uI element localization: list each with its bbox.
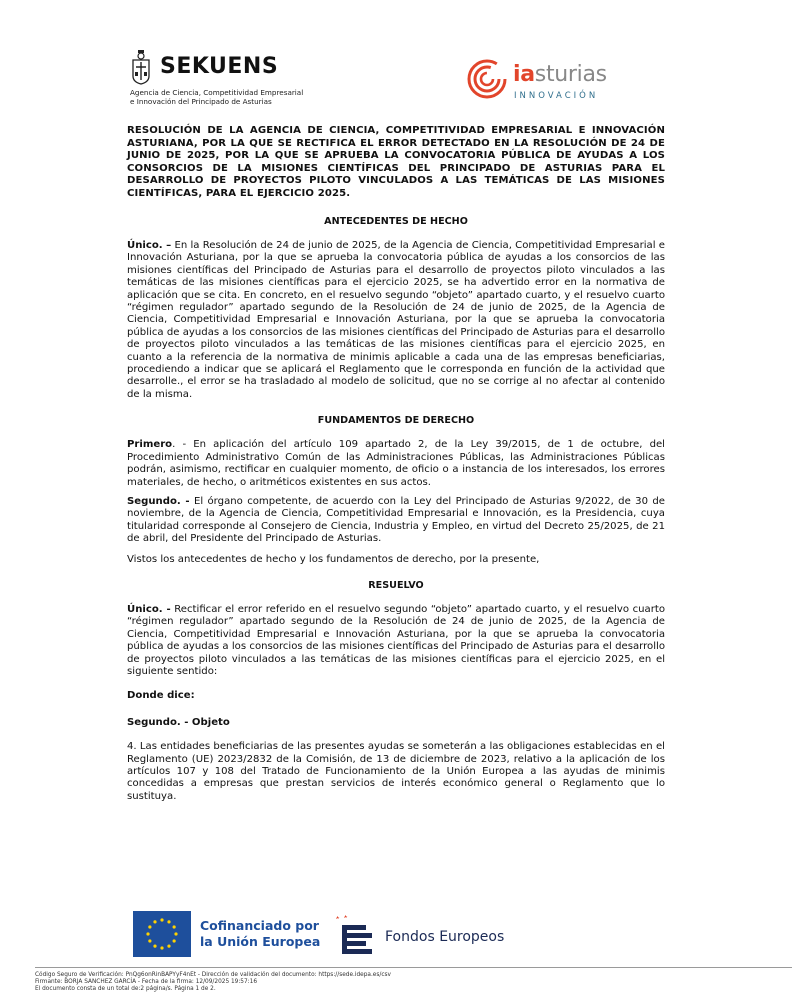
resuelvo-paragraph — [127, 604, 665, 678]
vistos-paragraph: Vistos los antecedentes de hecho y los fundamentos de derecho, por la presente, — [127, 553, 540, 565]
eu-cofinanciado — [200, 918, 320, 950]
resuelvo-lead: Único. - — [127, 603, 171, 615]
eu-star — [174, 932, 177, 935]
eu-star — [173, 925, 176, 928]
iasturias-logo — [466, 58, 616, 106]
eu-line-1: Cofinanciado por — [200, 918, 319, 933]
footer-divider — [35, 967, 792, 968]
eu-line-2: la Unión Europea — [200, 934, 321, 949]
footer-logos — [0, 905, 792, 965]
segundo-text: El órgano competente, de acuerdo con la Ley del Principado de Asturias 9/2022, de 30 de noviembre, de la Agencia de Ciencia, Competitividad Empresarial e Innovación, es la Presidencia, cuya titularidad corresponde al Consejero de Ciencia, Industria y Empleo, en virtud del Decreto 25/2025, de 21 de abril, del Presidente del Principado de Asturias. — [127, 495, 665, 545]
fondos-europeos-text: Fondos Europeos — [385, 929, 505, 945]
meta-pages-line: El documento consta de un total de:2 página/s. Página 1 de 2. — [35, 986, 216, 992]
eu-star — [173, 939, 176, 942]
resuelvo-heading: RESUELVO — [368, 579, 424, 591]
iasturias-ring-icon — [466, 58, 508, 100]
document-body — [127, 125, 665, 810]
iasturias-rest: sturias — [534, 62, 607, 87]
fondos-europeos-icon — [332, 915, 376, 957]
document-title: RESOLUCIÓN DE LA AGENCIA DE CIENCIA, COMPETITIVIDAD EMPRESARIAL E INNOVACIÓN ASTURIANA, POR LA QUE SE RECTIFICA EL ERROR DETECTADO EN LA RESOLUCIÓN DE 24 DE JUNIO DE 2025, POR LA QUE SE APRUEBA LA CONVOCATORIA PÚBLICA DE AYUDAS A LOS CONSORCIOS DE LA MISIONES CIENTÍFICAS DEL PRINCIPADO DE ASTURIAS PARA EL DESARROLLO DE PROYECTOS PILOTO VINCULADOS A LAS TEMÁTICAS DE LAS MISIONES CIENTÍFICAS, PARA EL EJERCICIO 2025. — [127, 125, 665, 199]
eu-star — [153, 920, 156, 923]
meta-csv-line: Código Seguro de Verificación: PnQg6onRinBAPYyF4nEt - Dirección de validación del documento: https://sede.idepa.es/csv — [35, 972, 391, 978]
iasturias-name — [513, 62, 607, 87]
eu-star — [160, 918, 163, 921]
meta-signer-line: Firmante: BORJA SANCHEZ GARCÍA - Fecha de la firma: 12/09/2025 19:57:16 — [35, 979, 258, 985]
verification-meta — [35, 972, 391, 993]
antecedentes-text: En la Resolución de 24 de junio de 2025, de la Agencia de Ciencia, Competitividad Empresarial e Innovación Asturiana, por la que se aprueba la convocatoria pública de ayudas a los consorcios de las misiones científicas del Principado de Asturias para el desarrollo de proyectos piloto vinculados a las temáticas de las misiones científicas para el ejercicio 2025, se ha advertido error en la normativa de aplicación que se cita. En concreto, en el resuelvo segundo “objeto” apartado cuarto, y el resuelvo cuarto “régimen regulador” apartado segundo de la Resolución de 24 de junio de 2025, de la Agencia de Ciencia, Competitividad Empresarial e Innovación Asturiana, por la que se aprueba la convocatoria pública de ayudas a los consorcios de las misiones científicas del Principado de Asturias para el desarrollo de proyectos piloto vinculados a las temáticas de las misiones científicas para el ejercicio 2025, en cuanto a la referencia de la normativa de minimis aplicable a cada una de las empresas beneficiarias, procediendo a indicar que se aplicará el Reglamento que le corresponda en función de la actividad que desarrolle., el error se ha trasladado al modelo de solicitud, que no se corrige al no afectar al contenido de la misma. — [127, 240, 666, 400]
eu-star — [148, 925, 151, 928]
eu-star — [167, 945, 170, 948]
sekuens-logo — [130, 46, 320, 110]
primero-text: . - En aplicación del artículo 109 apartado 2, de la Ley 39/2015, de 1 de octubre, del Procedimiento Administrativo Común de las Administraciones Públicas, las Administraciones Públicas podrán, asimismo, rectificar en cualquier momento, de oficio o a instancia de los interesados, los errores materiales, de hecho, o aritméticos existentes en sus actos. — [127, 439, 665, 488]
punto-4-paragraph: 4. Las entidades beneficiarias de las presentes ayudas se someterán a las obligaciones establecidas en el Reglamento (UE) 2023/2832 de la Comisión, de 13 de diciembre de 2023, relativo a la aplicación de los artículos 107 y 108 del Tratado de Funcionamiento de la Unión Europea a las ayudas de minimis concedidas a empresas que prestan servicios de interés económico general o Reglamento que lo sustituya. — [127, 741, 665, 802]
sekuens-subtitle-line-2: e Innovación del Principado de Asturias — [130, 97, 272, 106]
sekuens-name: SEKUENS — [160, 54, 279, 79]
primero-paragraph — [127, 439, 665, 489]
eu-star — [167, 920, 170, 923]
donde-dice-label: Donde dice: — [127, 690, 195, 702]
resuelvo-text: Rectificar el error referido en el resuelvo segundo “objeto” apartado cuarto, y el resuelvo cuarto “régimen regulador” apartado segundo de la Resolución de 24 de junio de 2025, de la Agencia de Ciencia, Competitividad Empresarial e Innovación Asturiana, por la que se aprueba la convocatoria pública de ayudas a los consorcios de las misiones científicas del Principado de Asturias para el desarrollo de proyectos piloto vinculados a las temáticas de las misiones científicas para el ejercicio 2025, en el siguiente sentido: — [127, 603, 665, 677]
eu-star — [148, 939, 151, 942]
antecedentes-lead: Único. – — [127, 240, 172, 251]
iasturias-ia: ia — [513, 62, 535, 87]
sekuens-subtitle — [130, 88, 303, 106]
antecedentes-heading: ANTECEDENTES DE HECHO — [324, 216, 468, 227]
segundo-objeto-label: Segundo. - Objeto — [127, 716, 230, 728]
antecedentes-paragraph — [127, 240, 665, 401]
eu-flag-icon — [133, 911, 191, 957]
primero-lead: Primero — [127, 439, 173, 451]
eu-star — [160, 946, 163, 949]
segundo-lead: Segundo. - — [127, 495, 190, 507]
iasturias-subtitle: INNOVACIÓN — [514, 91, 599, 101]
eu-star — [146, 932, 149, 935]
coat-of-arms-icon — [130, 48, 152, 86]
segundo-paragraph — [127, 496, 665, 546]
sekuens-subtitle-line-1: Agencia de Ciencia, Competitividad Empresarial — [130, 88, 304, 97]
eu-star — [153, 945, 156, 948]
header-logos — [0, 0, 792, 120]
fundamentos-heading: FUNDAMENTOS DE DERECHO — [317, 415, 475, 427]
